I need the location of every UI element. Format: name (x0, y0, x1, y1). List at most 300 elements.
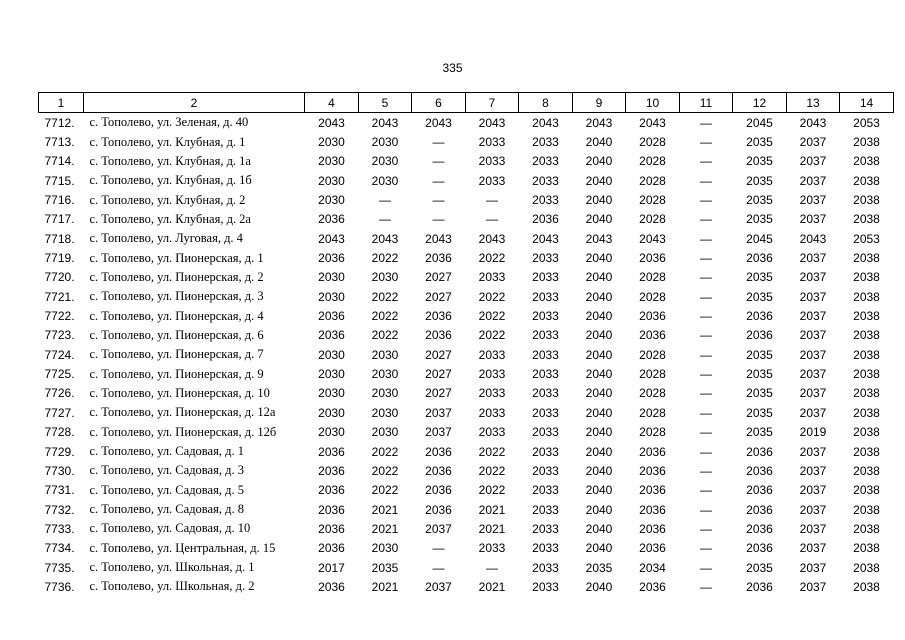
year-cell-col-10: 2028 (639, 193, 666, 208)
year-cell-col-12: 2036 (746, 541, 773, 556)
year-cell-col-4: 2030 (318, 425, 345, 440)
year-cell-col-12: 2035 (746, 154, 773, 169)
year-cell-col-12: 2036 (746, 328, 773, 343)
year-cell-col-9: 2040 (585, 502, 613, 517)
year-cell-col-12: 2045 (746, 115, 773, 130)
year-cell-col-10: 2036 (639, 521, 666, 536)
year-cell-col-5: 2043 (371, 115, 399, 130)
year-cell-col-6: 2037 (425, 521, 452, 536)
year-cell-col-7: 2033 (478, 425, 506, 440)
year-cell-col-6: — (432, 193, 445, 208)
year-cell-col-11: — (700, 541, 712, 556)
year-cell-col-11: — (700, 502, 712, 517)
year-cell-col-12: 2035 (746, 289, 773, 304)
year-cell-col-9: 2040 (585, 444, 613, 459)
year-cell-col-14: 2038 (853, 328, 880, 343)
year-cell-col-7: 2033 (478, 270, 506, 285)
year-cell-col-11: — (700, 289, 712, 304)
year-cell-col-13: 2037 (799, 270, 827, 285)
year-cell-col-10: 2028 (639, 425, 666, 440)
address-cell: с. Тополево, ул. Школьная, д. 1 (89, 560, 255, 575)
year-cell-col-11: — (700, 173, 712, 188)
year-cell-col-7: 2033 (478, 367, 506, 382)
year-cell-col-14: 2053 (853, 231, 880, 246)
row-number: 7727. (44, 405, 75, 420)
year-cell-col-13: 2037 (799, 309, 827, 324)
year-cell-col-5: 2022 (371, 309, 399, 324)
year-cell-col-7: 2022 (478, 289, 506, 304)
table-row (39, 229, 894, 248)
year-cell-col-12: 2035 (746, 425, 773, 440)
year-cell-col-10: 2028 (639, 212, 666, 227)
year-cell-col-5: 2043 (371, 231, 399, 246)
year-cell-col-8: 2033 (532, 502, 559, 517)
year-cell-col-12: 2036 (746, 483, 773, 498)
year-cell-col-7: — (486, 560, 498, 575)
year-cell-col-8: 2033 (532, 154, 559, 169)
year-cell-col-13: 2037 (799, 386, 827, 401)
year-cell-col-7: 2033 (478, 386, 506, 401)
year-cell-col-11: — (700, 251, 712, 266)
year-cell-col-6: 2027 (425, 386, 452, 401)
row-number: 7713. (44, 135, 75, 150)
year-cell-col-14: 2038 (853, 289, 880, 304)
year-cell-col-14: 2038 (853, 367, 880, 382)
year-cell-col-6: 2037 (425, 425, 452, 440)
address-cell: с. Тополево, ул. Зеленая, д. 40 (89, 115, 249, 130)
year-cell-col-11: — (700, 270, 712, 285)
year-cell-col-6: 2036 (425, 251, 452, 266)
year-cell-col-5: 2030 (371, 154, 399, 169)
year-cell-col-14: 2038 (853, 347, 880, 362)
year-cell-col-11: — (700, 328, 712, 343)
year-cell-col-8: 2033 (532, 579, 559, 594)
address-cell: с. Тополево, ул. Клубная, д. 2а (89, 211, 251, 226)
year-cell-col-10: 2028 (639, 154, 666, 169)
year-cell-col-9: 2040 (585, 367, 613, 382)
table-row (39, 306, 894, 325)
year-cell-col-9: 2040 (585, 251, 613, 266)
year-cell-col-9: 2040 (585, 154, 613, 169)
year-cell-col-11: — (700, 115, 712, 130)
year-cell-col-12: 2035 (746, 270, 773, 285)
year-cell-col-13: 2037 (799, 193, 827, 208)
row-number: 7732. (44, 502, 75, 517)
address-cell: с. Тополево, ул. Пионерская, д. 12б (89, 424, 277, 439)
year-cell-col-10: 2028 (639, 135, 666, 150)
address-cell: с. Тополево, ул. Пионерская, д. 2 (89, 269, 264, 284)
year-cell-col-6: 2027 (425, 270, 452, 285)
year-cell-col-6: 2037 (425, 405, 452, 420)
year-cell-col-6: 2036 (425, 463, 452, 478)
year-cell-col-10: 2034 (639, 560, 666, 575)
year-cell-col-4: 2043 (318, 231, 345, 246)
table-row (39, 481, 894, 500)
year-cell-col-5: 2022 (371, 463, 399, 478)
year-cell-col-13: 2037 (799, 154, 827, 169)
year-cell-col-10: 2028 (639, 405, 666, 420)
year-cell-col-7: 2043 (478, 231, 506, 246)
year-cell-col-10: 2028 (639, 270, 666, 285)
year-cell-col-10: 2043 (639, 115, 666, 130)
year-cell-col-8: 2033 (532, 444, 559, 459)
year-cell-col-11: — (700, 386, 712, 401)
year-cell-col-10: 2036 (639, 251, 666, 266)
page-number: 335 (442, 61, 463, 75)
row-number: 7722. (44, 309, 75, 324)
row-number: 7723. (44, 328, 75, 343)
year-cell-col-4: 2030 (318, 135, 345, 150)
table-row (39, 152, 894, 171)
column-header-1: 1 (39, 93, 84, 113)
year-cell-col-11: — (700, 231, 712, 246)
year-cell-col-13: 2037 (799, 444, 827, 459)
address-cell: с. Тополево, ул. Клубная, д. 1 (89, 134, 246, 149)
address-cell: с. Тополево, ул. Садовая, д. 10 (89, 521, 251, 536)
address-cell: с. Тополево, ул. Пионерская, д. 1 (89, 250, 264, 265)
year-cell-col-8: 2033 (532, 560, 559, 575)
year-cell-col-9: 2040 (585, 193, 613, 208)
year-cell-col-5: 2030 (371, 270, 399, 285)
year-cell-col-8: 2036 (532, 212, 559, 227)
year-cell-col-7: 2033 (478, 405, 506, 420)
table-row (39, 500, 894, 519)
year-cell-col-8: 2033 (532, 541, 559, 556)
year-cell-col-5: 2030 (371, 135, 399, 150)
year-cell-col-4: 2017 (318, 560, 345, 575)
table-row (39, 384, 894, 403)
year-cell-col-10: 2028 (639, 173, 666, 188)
year-cell-col-13: 2037 (799, 483, 827, 498)
year-cell-col-14: 2038 (853, 444, 880, 459)
year-cell-col-10: 2028 (639, 289, 666, 304)
year-cell-col-6: 2036 (425, 309, 452, 324)
row-number: 7725. (44, 367, 75, 382)
year-cell-col-5: 2030 (371, 173, 399, 188)
year-cell-col-4: 2036 (318, 328, 345, 343)
year-cell-col-8: 2033 (532, 135, 559, 150)
year-cell-col-4: 2036 (318, 212, 345, 227)
address-cell: с. Тополево, ул. Садовая, д. 5 (89, 482, 244, 497)
year-cell-col-11: — (700, 579, 712, 594)
year-cell-col-13: 2037 (799, 579, 827, 594)
year-cell-col-4: 2036 (318, 541, 345, 556)
year-cell-col-5: — (379, 193, 391, 208)
year-cell-col-13: 2037 (799, 289, 827, 304)
row-number: 7731. (44, 483, 75, 498)
table-row (39, 423, 894, 442)
year-cell-col-11: — (700, 135, 712, 150)
year-cell-col-8: 2033 (532, 193, 559, 208)
table-row (39, 364, 894, 383)
year-cell-col-14: 2038 (853, 193, 880, 208)
year-cell-col-5: 2030 (371, 367, 399, 382)
year-cell-col-10: 2028 (639, 367, 666, 382)
year-cell-col-13: 2037 (799, 173, 827, 188)
year-cell-col-9: 2040 (585, 483, 613, 498)
year-cell-col-10: 2036 (639, 579, 666, 594)
column-header-5: 5 (359, 93, 412, 113)
year-cell-col-5: 2022 (371, 444, 399, 459)
address-cell: с. Тополево, ул. Пионерская, д. 9 (89, 366, 264, 381)
address-cell: с. Тополево, ул. Пионерская, д. 3 (89, 289, 264, 304)
year-cell-col-6: — (432, 212, 445, 227)
column-header-11: 11 (680, 93, 733, 113)
row-number: 7716. (44, 193, 75, 208)
column-header-13: 13 (787, 93, 840, 113)
year-cell-col-10: 2036 (639, 328, 666, 343)
year-cell-col-13: 2037 (799, 135, 827, 150)
year-cell-col-4: 2030 (318, 173, 345, 188)
year-cell-col-8: 2033 (532, 386, 559, 401)
address-cell: с. Тополево, ул. Клубная, д. 2 (89, 192, 246, 207)
table-row (39, 519, 894, 538)
column-header-14: 14 (840, 93, 894, 113)
year-cell-col-7: 2022 (478, 463, 506, 478)
year-cell-col-9: 2040 (585, 328, 613, 343)
year-cell-col-6: 2043 (425, 231, 452, 246)
year-cell-col-4: 2030 (318, 270, 345, 285)
year-cell-col-9: 2040 (585, 463, 613, 478)
year-cell-col-8: 2033 (532, 328, 559, 343)
year-cell-col-8: 2033 (532, 251, 559, 266)
year-cell-col-13: 2037 (799, 405, 827, 420)
row-number: 7719. (44, 251, 75, 266)
year-cell-col-9: 2040 (585, 309, 613, 324)
year-cell-col-12: 2035 (746, 173, 773, 188)
year-cell-col-4: 2036 (318, 483, 345, 498)
column-header-10: 10 (626, 93, 680, 113)
year-cell-col-4: 2030 (318, 154, 345, 169)
address-cell: с. Тополево, ул. Садовая, д. 8 (89, 502, 244, 517)
year-cell-col-14: 2038 (853, 251, 880, 266)
header-row (39, 93, 894, 113)
column-header-6: 6 (412, 93, 466, 113)
year-cell-col-13: 2037 (799, 502, 827, 517)
year-cell-col-6: 2036 (425, 328, 452, 343)
year-cell-col-4: 2036 (318, 521, 345, 536)
year-cell-col-9: 2043 (585, 115, 613, 130)
year-cell-col-10: 2036 (639, 483, 666, 498)
year-cell-col-11: — (700, 154, 712, 169)
year-cell-col-13: 2043 (799, 115, 827, 130)
year-cell-col-11: — (700, 347, 712, 362)
column-header-2: 2 (84, 93, 305, 113)
row-number: 7721. (44, 289, 75, 304)
year-cell-col-6: — (432, 154, 445, 169)
row-number: 7735. (44, 560, 75, 575)
table-row (39, 345, 894, 364)
year-cell-col-4: 2036 (318, 444, 345, 459)
year-cell-col-8: 2033 (532, 173, 559, 188)
address-cell: с. Тополево, ул. Пионерская, д. 12а (89, 405, 276, 420)
year-cell-col-7: 2022 (478, 309, 506, 324)
table-row (39, 171, 894, 190)
year-cell-col-13: 2037 (799, 251, 827, 266)
year-cell-col-11: — (700, 405, 712, 420)
row-number: 7714. (44, 154, 75, 169)
year-cell-col-6: — (432, 173, 445, 188)
row-number: 7729. (44, 444, 75, 459)
year-cell-col-4: 2030 (318, 193, 345, 208)
year-cell-col-14: 2038 (853, 386, 880, 401)
year-cell-col-5: 2021 (371, 502, 399, 517)
table-row (39, 248, 894, 267)
year-cell-col-13: 2037 (799, 541, 827, 556)
registry-table (38, 92, 894, 597)
table-header (39, 93, 894, 113)
year-cell-col-12: 2035 (746, 386, 773, 401)
year-cell-col-6: 2036 (425, 444, 452, 459)
year-cell-col-4: 2036 (318, 579, 345, 594)
year-cell-col-12: 2035 (746, 193, 773, 208)
year-cell-col-13: 2037 (799, 463, 827, 478)
year-cell-col-9: 2040 (585, 541, 613, 556)
table-row (39, 287, 894, 306)
year-cell-col-8: 2033 (532, 270, 559, 285)
table-row (39, 132, 894, 151)
year-cell-col-8: 2033 (532, 521, 559, 536)
column-header-9: 9 (573, 93, 626, 113)
year-cell-col-9: 2040 (585, 135, 613, 150)
year-cell-col-12: 2035 (746, 212, 773, 227)
column-header-12: 12 (733, 93, 787, 113)
year-cell-col-14: 2038 (853, 483, 880, 498)
address-cell: с. Тополево, ул. Луговая, д. 4 (89, 231, 243, 246)
year-cell-col-5: 2022 (371, 328, 399, 343)
year-cell-col-12: 2035 (746, 560, 773, 575)
year-cell-col-5: 2021 (371, 521, 399, 536)
year-cell-col-10: 2036 (639, 502, 666, 517)
year-cell-col-8: 2033 (532, 463, 559, 478)
table-row (39, 577, 894, 596)
table-row (39, 326, 894, 345)
table-row (39, 403, 894, 422)
year-cell-col-6: 2037 (425, 579, 452, 594)
year-cell-col-7: 2021 (478, 579, 506, 594)
year-cell-col-10: 2043 (639, 231, 666, 246)
year-cell-col-11: — (700, 444, 712, 459)
year-cell-col-8: 2043 (532, 115, 559, 130)
row-number: 7715. (44, 173, 75, 188)
address-cell: с. Тополево, ул. Школьная, д. 2 (89, 579, 255, 594)
row-number: 7724. (44, 347, 75, 362)
year-cell-col-11: — (700, 309, 712, 324)
year-cell-col-7: 2022 (478, 251, 506, 266)
year-cell-col-13: 2037 (799, 212, 827, 227)
year-cell-col-9: 2040 (585, 347, 613, 362)
year-cell-col-11: — (700, 483, 712, 498)
table-body (39, 113, 894, 597)
year-cell-col-5: 2030 (371, 347, 399, 362)
table-row (39, 461, 894, 480)
year-cell-col-6: 2036 (425, 502, 452, 517)
year-cell-col-14: 2038 (853, 135, 880, 150)
year-cell-col-4: 2030 (318, 289, 345, 304)
row-number: 7720. (44, 270, 75, 285)
row-number: 7712. (44, 115, 75, 130)
year-cell-col-6: — (432, 135, 445, 150)
year-cell-col-5: 2030 (371, 386, 399, 401)
row-number: 7718. (44, 231, 75, 246)
year-cell-col-9: 2040 (585, 521, 613, 536)
year-cell-col-4: 2036 (318, 463, 345, 478)
address-cell: с. Тополево, ул. Садовая, д. 3 (89, 463, 244, 478)
year-cell-col-8: 2033 (532, 425, 559, 440)
year-cell-col-10: 2036 (639, 541, 666, 556)
year-cell-col-5: 2022 (371, 289, 399, 304)
year-cell-col-9: 2040 (585, 212, 613, 227)
year-cell-col-9: 2040 (585, 425, 613, 440)
year-cell-col-5: 2030 (371, 541, 399, 556)
year-cell-col-11: — (700, 521, 712, 536)
year-cell-col-6: 2036 (425, 483, 452, 498)
year-cell-col-7: 2022 (478, 328, 506, 343)
address-cell: с. Тополево, ул. Пионерская, д. 10 (89, 385, 270, 400)
year-cell-col-13: 2037 (799, 367, 827, 382)
year-cell-col-11: — (700, 560, 712, 575)
row-number: 7717. (44, 212, 75, 227)
address-cell: с. Тополево, ул. Пионерская, д. 4 (89, 308, 264, 323)
year-cell-col-7: 2033 (478, 135, 506, 150)
year-cell-col-7: 2021 (478, 521, 506, 536)
year-cell-col-9: 2040 (585, 270, 613, 285)
year-cell-col-7: 2022 (478, 444, 506, 459)
year-cell-col-13: 2037 (799, 560, 827, 575)
year-cell-col-5: 2022 (371, 251, 399, 266)
year-cell-col-5: 2035 (371, 560, 399, 575)
year-cell-col-9: 2040 (585, 289, 613, 304)
table-row (39, 210, 894, 229)
year-cell-col-4: 2036 (318, 502, 345, 517)
address-cell: с. Тополево, ул. Клубная, д. 1а (89, 153, 251, 168)
year-cell-col-13: 2037 (799, 521, 827, 536)
year-cell-col-8: 2043 (532, 231, 559, 246)
year-cell-col-14: 2038 (853, 463, 880, 478)
year-cell-col-5: 2030 (371, 425, 399, 440)
year-cell-col-6: 2027 (425, 347, 452, 362)
year-cell-col-11: — (700, 193, 712, 208)
year-cell-col-8: 2033 (532, 309, 559, 324)
year-cell-col-4: 2030 (318, 367, 345, 382)
year-cell-col-5: — (379, 212, 391, 227)
year-cell-col-14: 2038 (853, 579, 880, 594)
year-cell-col-14: 2038 (853, 309, 880, 324)
year-cell-col-12: 2036 (746, 521, 773, 536)
year-cell-col-8: 2033 (532, 289, 559, 304)
year-cell-col-8: 2033 (532, 367, 559, 382)
year-cell-col-14: 2038 (853, 173, 880, 188)
table-row (39, 113, 894, 133)
year-cell-col-12: 2036 (746, 502, 773, 517)
year-cell-col-11: — (700, 463, 712, 478)
year-cell-col-9: 2040 (585, 405, 613, 420)
row-number: 7736. (44, 579, 75, 594)
year-cell-col-14: 2038 (853, 405, 880, 420)
address-cell: с. Тополево, ул. Клубная, д. 1б (89, 173, 252, 188)
table-row (39, 268, 894, 287)
year-cell-col-6: 2043 (425, 115, 452, 130)
year-cell-col-7: 2033 (478, 173, 506, 188)
year-cell-col-8: 2033 (532, 405, 559, 420)
year-cell-col-14: 2038 (853, 212, 880, 227)
address-cell: с. Тополево, ул. Пионерская, д. 7 (89, 347, 264, 362)
year-cell-col-7: 2043 (478, 115, 506, 130)
year-cell-col-4: 2030 (318, 405, 345, 420)
year-cell-col-14: 2038 (853, 154, 880, 169)
row-number: 7733. (44, 521, 75, 536)
year-cell-col-6: 2027 (425, 289, 452, 304)
